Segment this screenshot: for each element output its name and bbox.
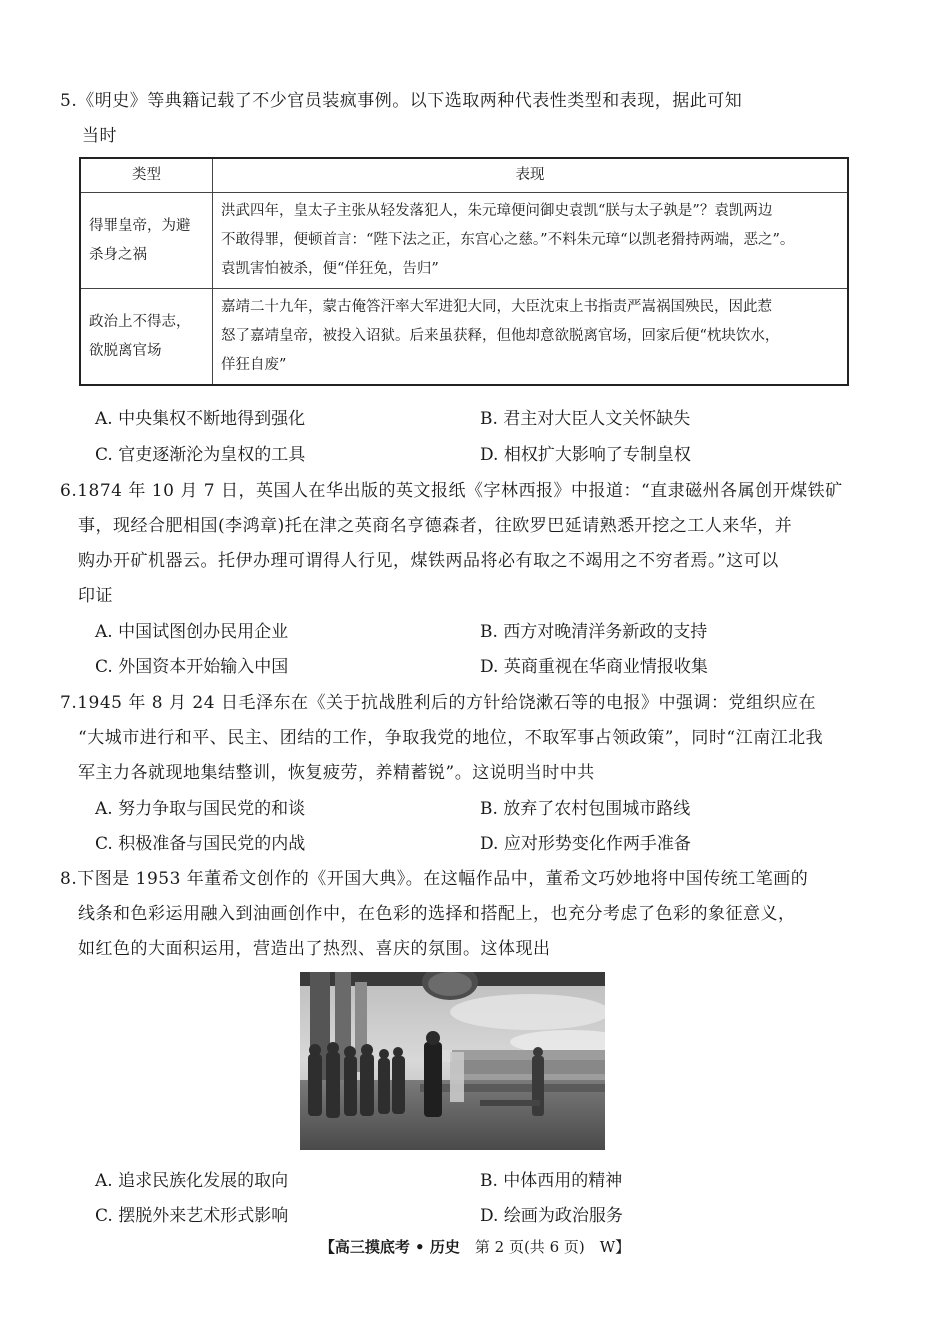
- question-6-line-2: 事，现经合肥相国(李鸿章)托在津之英商名亨德森者，往欧罗巴延请熟悉开挖之工人来华，并: [78, 516, 793, 536]
- page-footer: [0, 1236, 950, 1257]
- question-8-option-c[interactable]: C. 摆脱外来艺术形式影响: [95, 1206, 289, 1226]
- question-5-option-c[interactable]: C. 官吏逐渐沦为皇权的工具: [95, 445, 306, 465]
- desc-line: 佯狂自废”: [221, 357, 287, 373]
- question-5: [60, 84, 860, 154]
- question-8: [60, 862, 860, 967]
- question-6-line-4: 印证: [78, 586, 113, 606]
- question-7-option-d[interactable]: D. 应对形势变化作两手准备: [480, 834, 691, 854]
- question-6-line-1: 6.1874 年 10 月 7 日，英国人在华出版的英文报纸《字林西报》中报道：“直隶磁州各属创开煤铁矿: [60, 481, 843, 501]
- type-line: 政治上不得志，: [89, 313, 191, 330]
- question-7-line-3: 军主力各就现地集结整训，恢复疲劳，养精蓄锐”。这说明当时中共: [78, 763, 595, 783]
- type-line: 杀身之祸: [89, 246, 147, 263]
- type-line: 欲脱离官场: [89, 342, 162, 359]
- desc-line: 洪武四年，皇太子主张从轻发落犯人，朱元璋便问御史袁凯“朕与太子孰是”？袁凯两边: [221, 203, 773, 219]
- table-cell-type: [80, 193, 213, 289]
- question-5-table: [79, 157, 849, 386]
- question-5-option-d[interactable]: D. 相权扩大影响了专制皇权: [480, 445, 691, 465]
- question-8-option-a[interactable]: A. 追求民族化发展的取向: [95, 1171, 289, 1191]
- question-5-option-b[interactable]: B. 君主对大臣人文关怀缺失: [480, 409, 691, 429]
- question-6-option-b[interactable]: B. 西方对晚清洋务新政的支持: [480, 622, 708, 642]
- question-8-option-d[interactable]: D. 绘画为政治服务: [480, 1206, 623, 1226]
- question-7-option-c[interactable]: C. 积极准备与国民党的内战: [95, 834, 306, 854]
- question-7: [60, 686, 860, 791]
- desc-line: 嘉靖二十九年，蒙古俺答汗率大军进犯大同，大臣沈束上书指责严嵩祸国殃民，因此惹: [221, 299, 772, 315]
- question-7-line-2: “大城市进行和平、民主、团结的工作，争取我党的地位，不取军事占领政策”，同时“江南江北我: [78, 728, 824, 748]
- question-6-line-3: 购办开矿机器云。托伊办理可谓得人行见，煤铁两品将必有取之不竭用之不穷者焉。”这可以: [78, 551, 779, 571]
- desc-line: 不敢得罪，便顿首言：“陛下法之正，东宫心之慈。”不料朱元璋“以凯老猾持两端，恶之”。: [221, 232, 795, 248]
- question-7-option-a[interactable]: A. 努力争取与国民党的和谈: [95, 799, 306, 819]
- painting-founding-ceremony-image: [300, 972, 605, 1150]
- question-7-option-b[interactable]: B. 放弃了农村包围城市路线: [480, 799, 691, 819]
- table-cell-desc: [213, 289, 849, 386]
- footer-exam-title: 【高三摸底考 • 历史: [319, 1238, 460, 1256]
- question-6: [60, 474, 860, 614]
- question-8-line-3: 如红色的大面积运用，营造出了热烈、喜庆的氛围。这体现出: [78, 939, 551, 959]
- desc-line: 怒了嘉靖皇帝，被投入诏狱。后来虽获释，但他却意欲脱离官场，回家后便“枕块饮水，: [221, 328, 780, 344]
- table-header-type: 类型: [80, 158, 213, 193]
- table-row: [80, 193, 848, 289]
- question-6-option-c[interactable]: C. 外国资本开始输入中国: [95, 657, 289, 677]
- question-5-stem-line-2: 当时: [82, 126, 117, 146]
- table-cell-type: [80, 289, 213, 386]
- question-8-option-b[interactable]: B. 中体西用的精神: [480, 1171, 623, 1191]
- question-5-stem-line-1: 5.《明史》等典籍记载了不少官员装疯事例。以下选取两种代表性类型和表现，据此可知: [60, 91, 743, 111]
- table-row: [80, 289, 848, 386]
- question-7-line-1: 7.1945 年 8 月 24 日毛泽东在《关于抗战胜利后的方针给饶漱石等的电报》中强调：党组织应在: [60, 693, 816, 713]
- question-5-option-a[interactable]: A. 中央集权不断地得到强化: [95, 409, 306, 429]
- table-header-desc: 表现: [213, 158, 849, 193]
- question-6-option-a[interactable]: A. 中国试图创办民用企业: [95, 622, 289, 642]
- type-line: 得罪皇帝，为避: [89, 217, 191, 234]
- footer-page-info: 第 2 页(共 6 页) W】: [459, 1238, 631, 1256]
- table-header-row: [80, 158, 848, 193]
- question-8-line-1: 8.下图是 1953 年董希文创作的《开国大典》。在这幅作品中，董希文巧妙地将中国传统工笔画的: [60, 869, 809, 889]
- desc-line: 袁凯害怕被杀，便“佯狂免，告归”: [221, 261, 439, 277]
- question-8-line-2: 线条和色彩运用融入到油画创作中，在色彩的选择和搭配上，也充分考虑了色彩的象征意义，: [78, 904, 796, 924]
- question-6-option-d[interactable]: D. 英商重视在华商业情报收集: [480, 657, 708, 677]
- table-cell-desc: [213, 193, 849, 289]
